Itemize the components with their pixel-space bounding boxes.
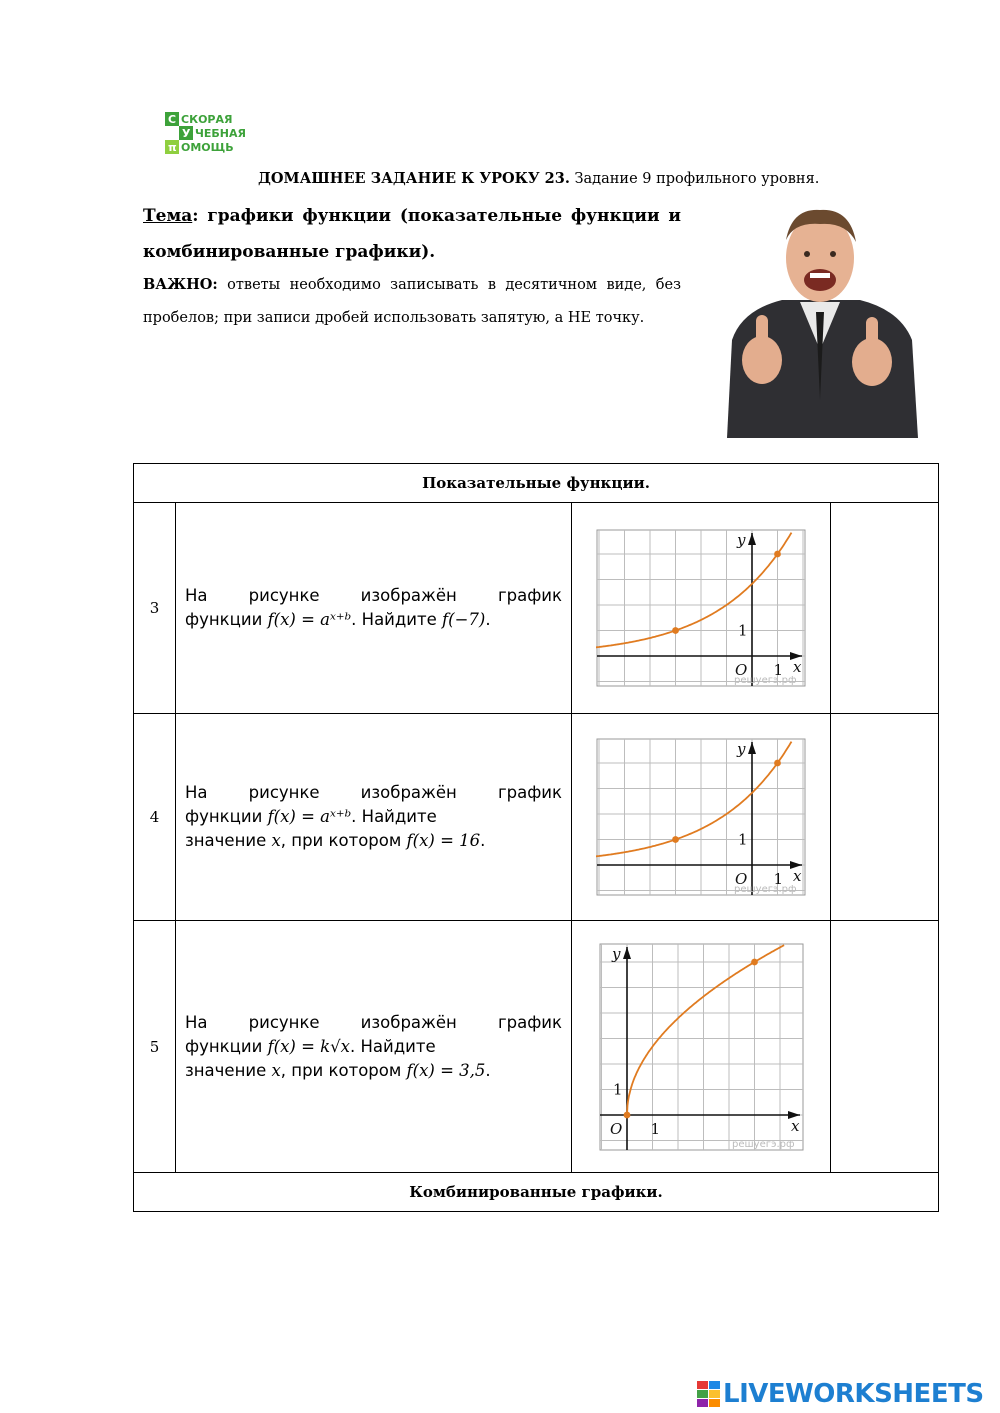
x-unit-label: 1 bbox=[650, 1119, 660, 1138]
task-formula: f(x) = 3,5 bbox=[406, 1060, 486, 1080]
task-formula: f(x) = k√x bbox=[267, 1036, 350, 1056]
task-text bbox=[176, 921, 572, 1173]
liveworksheets-logo bbox=[697, 1378, 997, 1410]
task-line: На рисунке изображён график bbox=[185, 783, 562, 802]
exponential-graph bbox=[596, 738, 806, 896]
task-number: 3 bbox=[134, 503, 176, 714]
graph-frame bbox=[600, 944, 803, 1150]
origin-label: O bbox=[735, 870, 748, 888]
task-fragment: функции bbox=[185, 1036, 268, 1056]
task-text bbox=[176, 503, 572, 714]
y-axis-label: y bbox=[611, 944, 620, 963]
svg-text:π: π bbox=[168, 141, 177, 154]
data-point bbox=[751, 958, 758, 965]
task-formula: f(x) = aˣ⁺ᵇ bbox=[267, 610, 352, 629]
task-fragment: . Найдите bbox=[351, 807, 437, 826]
task-line bbox=[185, 608, 562, 632]
task-line bbox=[185, 829, 562, 853]
liveworksheets-icon bbox=[697, 1381, 721, 1409]
topic-label: Тема bbox=[143, 206, 193, 226]
exponential-graph bbox=[596, 529, 806, 687]
origin-label: O bbox=[735, 661, 748, 679]
svg-text:С: С bbox=[168, 113, 177, 126]
x-unit-label: 1 bbox=[773, 661, 784, 679]
task-line bbox=[185, 1035, 562, 1059]
answer-cell[interactable] bbox=[831, 921, 939, 1173]
liveworksheets-brand: LIVEWORKSHEETS bbox=[723, 1379, 984, 1409]
answer-cell[interactable] bbox=[831, 714, 939, 921]
x-axis-label: x bbox=[793, 658, 802, 676]
y-axis-label: y bbox=[737, 531, 746, 549]
graph-cell bbox=[572, 714, 831, 921]
task-line bbox=[185, 805, 562, 829]
task-number: 4 bbox=[134, 714, 176, 921]
watermark: решуегэ.рф bbox=[734, 675, 797, 686]
data-point bbox=[672, 627, 679, 634]
y-axis-label: y bbox=[737, 740, 746, 758]
svg-text:ОМОЩЬ: ОМОЩЬ bbox=[181, 141, 234, 154]
y-unit-label: 1 bbox=[738, 621, 748, 640]
task-fragment: функции bbox=[185, 807, 268, 826]
task-fragment: . bbox=[485, 610, 491, 629]
origin-label: O bbox=[609, 1119, 622, 1138]
data-point bbox=[623, 1111, 630, 1118]
task-variable: x bbox=[271, 1060, 281, 1080]
task-formula: f(x) = aˣ⁺ᵇ bbox=[267, 807, 352, 826]
task-fragment: , при котором bbox=[280, 1060, 407, 1080]
x-axis-label: x bbox=[790, 1116, 799, 1135]
task-fragment: . bbox=[485, 1060, 491, 1080]
y-unit-label: 1 bbox=[612, 1080, 623, 1098]
important-note bbox=[143, 268, 681, 335]
data-point bbox=[672, 836, 679, 843]
graph-cell bbox=[572, 503, 831, 714]
task-fragment: значение bbox=[185, 1060, 272, 1080]
important-label: ВАЖНО: bbox=[143, 276, 218, 293]
section-title-exponential: Показательные функции. bbox=[134, 464, 939, 503]
x-axis-label: x bbox=[793, 867, 802, 885]
important-text: ответы необходимо записывать в десятичном виде, без пробелов; при записи дробей использовать запятую, а НЕ точку. bbox=[143, 277, 681, 326]
task-line: На рисунке изображён график bbox=[185, 586, 562, 605]
table-row bbox=[134, 503, 939, 714]
task-formula: f(−7) bbox=[442, 610, 486, 629]
logo bbox=[163, 110, 245, 158]
svg-text:ЧЕБНАЯ: ЧЕБНАЯ bbox=[195, 127, 245, 140]
task-fragment: . Найдите bbox=[351, 610, 443, 629]
task-text bbox=[176, 714, 572, 921]
task-variable: x bbox=[271, 831, 281, 850]
task-formula: f(x) = 16 bbox=[406, 831, 481, 850]
sqrt-graph bbox=[599, 943, 804, 1151]
watermark: решуегэ.рф bbox=[734, 884, 797, 895]
table-row bbox=[134, 714, 939, 921]
topic-text: : графики функции (показательные функции и комбинированные графики). bbox=[143, 206, 681, 262]
table-row bbox=[134, 921, 939, 1173]
task-line: На рисунке изображён график bbox=[185, 1012, 562, 1032]
task-fragment: . Найдите bbox=[349, 1036, 436, 1056]
task-fragment: значение bbox=[185, 831, 272, 850]
tasks-table bbox=[133, 463, 939, 1212]
x-unit-label: 1 bbox=[773, 870, 784, 888]
section-title-combined: Комбинированные графики. bbox=[134, 1173, 939, 1212]
watermark: решуегэ.рф bbox=[731, 1138, 795, 1150]
data-point bbox=[774, 760, 781, 767]
y-unit-label: 1 bbox=[738, 830, 748, 849]
svg-text:У: У bbox=[182, 127, 191, 140]
task-line bbox=[185, 1059, 562, 1083]
task-fragment: функции bbox=[185, 610, 268, 629]
data-point bbox=[774, 551, 781, 558]
answer-cell[interactable] bbox=[831, 503, 939, 714]
graph-cell bbox=[572, 921, 831, 1173]
task-number: 5 bbox=[134, 921, 176, 1173]
photo-thumbs-up-man bbox=[722, 200, 920, 438]
page-heading bbox=[258, 170, 858, 187]
topic bbox=[143, 198, 681, 270]
heading-rest: Задание 9 профильного уровня. bbox=[569, 171, 820, 187]
task-fragment: . bbox=[480, 831, 486, 850]
heading-bold: ДОМАШНЕЕ ЗАДАНИЕ К УРОКУ 23. bbox=[258, 170, 570, 187]
task-fragment: , при котором bbox=[280, 831, 407, 850]
svg-text:СКОРАЯ: СКОРАЯ bbox=[181, 113, 233, 126]
